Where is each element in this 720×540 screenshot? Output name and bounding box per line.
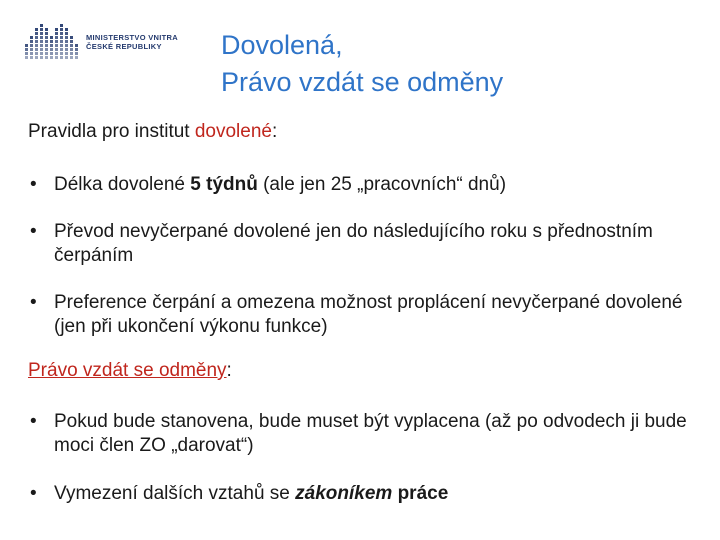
logo-bar-segment: [70, 40, 73, 43]
section1-heading-prefix: Pravidla pro institut: [28, 121, 195, 142]
logo-bar-segment: [60, 28, 63, 31]
logo-bar-segment: [50, 36, 53, 39]
logo-bar-segment: [60, 48, 63, 51]
bullet-bold-text: 5 týdnů: [190, 174, 258, 195]
section2-heading: [28, 359, 708, 383]
logo-bar-segment: [70, 48, 73, 51]
logo-bar-segment: [75, 52, 78, 55]
section1-heading-suffix: :: [271, 121, 278, 142]
logo-bar-segment: [50, 48, 53, 51]
bullet-text: Převod nevyčerpané dovolené jen do následujícího roku s přednostním čerpáním: [54, 221, 653, 266]
logo-bar-segment: [35, 56, 38, 59]
logo-bar-segment: [40, 28, 43, 31]
logo-bar-segment: [45, 40, 48, 43]
bullet-text: Délka dovolené: [54, 174, 191, 195]
bullet-item: [28, 482, 708, 506]
logo-text-line1: MINISTERSTVO VNITRA: [86, 33, 178, 42]
logo-bar-segment: [45, 56, 48, 59]
logo-bar-segment: [40, 36, 43, 39]
logo-bar-segment: [55, 40, 58, 43]
section2-heading-suffix: :: [226, 360, 232, 381]
logo-bar-segment: [55, 52, 58, 55]
logo-bar-segment: [45, 48, 48, 51]
logo-bar-segment: [45, 32, 48, 35]
logo-bar-segment: [65, 36, 68, 39]
logo-bar-segment: [40, 24, 43, 27]
logo-bar-segment: [40, 56, 43, 59]
logo-bar-segment: [50, 56, 53, 59]
logo-bar-segment: [75, 48, 78, 51]
bullet-bold-italic-text: zákoníkem: [295, 483, 393, 504]
logo-bar-segment: [60, 24, 63, 27]
section2-heading-emphasis: Právo vzdát se odměny: [28, 360, 227, 381]
logo-bar-segment: [65, 44, 68, 47]
logo-bar-segment: [55, 32, 58, 35]
logo-bar-segment: [75, 56, 78, 59]
slide-title: [221, 27, 503, 101]
logo-bar-segment: [25, 44, 28, 47]
slide-content: [28, 120, 708, 506]
section1-heading-emphasis: dovolené: [194, 121, 272, 142]
logo-bar-segment: [65, 40, 68, 43]
logo-text-line2: ČESKÉ REPUBLIKY: [86, 42, 162, 51]
logo-bar-segment: [30, 40, 33, 43]
logo-bar-segment: [30, 36, 33, 39]
logo-bar-segment: [35, 48, 38, 51]
logo-bar-segment: [60, 56, 63, 59]
bullet-text: (ale jen 25 „pracovních“ dnů): [257, 174, 507, 195]
logo-bar-segment: [70, 52, 73, 55]
logo-bar-segment: [30, 48, 33, 51]
logo-bar-segment: [70, 56, 73, 59]
logo-bar-segment: [75, 44, 78, 47]
logo-bar-segment: [40, 40, 43, 43]
logo-bar-segment: [60, 44, 63, 47]
logo-bar-segment: [65, 48, 68, 51]
bullet-text: Pokud bude stanovena, bude muset být vyplacena (až po odvodech ji bude moci člen ZO „darovat“): [54, 411, 687, 456]
ministry-logo-icon: [24, 22, 80, 62]
logo-bar-segment: [65, 32, 68, 35]
logo-bar-segment: [40, 44, 43, 47]
section2-bullet-list: [28, 410, 708, 506]
logo-bar-segment: [70, 36, 73, 39]
logo-bar-segment: [55, 28, 58, 31]
title-line2: Právo vzdát se odměny: [221, 67, 504, 97]
section1-bullet-list: [28, 173, 708, 339]
logo-bar-segment: [40, 52, 43, 55]
bullet-text: Preference čerpání a omezena možnost proplácení nevyčerpané dovolené (jen při ukončení výkonu funkce): [54, 292, 683, 337]
logo-bar-segment: [30, 52, 33, 55]
bullet-item: [28, 173, 708, 197]
logo-bar-segment: [45, 44, 48, 47]
logo-bar-segment: [40, 32, 43, 35]
logo-bar-segment: [55, 36, 58, 39]
logo-bar-segment: [55, 44, 58, 47]
logo-bar-segment: [55, 56, 58, 59]
bullet-item: [28, 220, 708, 268]
bullet-item: [28, 291, 708, 339]
section1-heading: [28, 120, 708, 144]
logo-bar-segment: [35, 36, 38, 39]
logo-bar-segment: [50, 44, 53, 47]
logo-bar-segment: [35, 40, 38, 43]
logo-bar-segment: [40, 48, 43, 51]
logo-bar-segment: [60, 32, 63, 35]
bullet-text: Vymezení dalších vztahů se: [54, 483, 296, 504]
logo-bar-segment: [25, 52, 28, 55]
logo-bar-segment: [60, 36, 63, 39]
logo-bar-segment: [30, 44, 33, 47]
logo-bar-segment: [65, 28, 68, 31]
logo-bar-segment: [60, 52, 63, 55]
logo-bar-segment: [25, 56, 28, 59]
bullet-bold-text: práce: [392, 483, 449, 504]
logo-bar-segment: [35, 44, 38, 47]
logo-bar-segment: [25, 48, 28, 51]
logo-bar-segment: [50, 40, 53, 43]
logo-bar-segment: [45, 28, 48, 31]
logo-bar-segment: [65, 52, 68, 55]
logo-bar-segment: [45, 36, 48, 39]
logo-bar-segment: [35, 28, 38, 31]
logo-bar-segment: [55, 48, 58, 51]
bullet-item: [28, 410, 708, 458]
logo-bar-segment: [45, 52, 48, 55]
title-line1: Dovolená,: [221, 30, 343, 60]
logo-bar-segment: [70, 44, 73, 47]
logo-bar-segment: [35, 52, 38, 55]
logo-bar-segment: [30, 56, 33, 59]
ministry-logo: [24, 22, 178, 62]
logo-bar-segment: [65, 56, 68, 59]
logo-text: [86, 33, 178, 51]
logo-bar-segment: [60, 40, 63, 43]
logo-bar-segment: [50, 52, 53, 55]
logo-bar-segment: [35, 32, 38, 35]
